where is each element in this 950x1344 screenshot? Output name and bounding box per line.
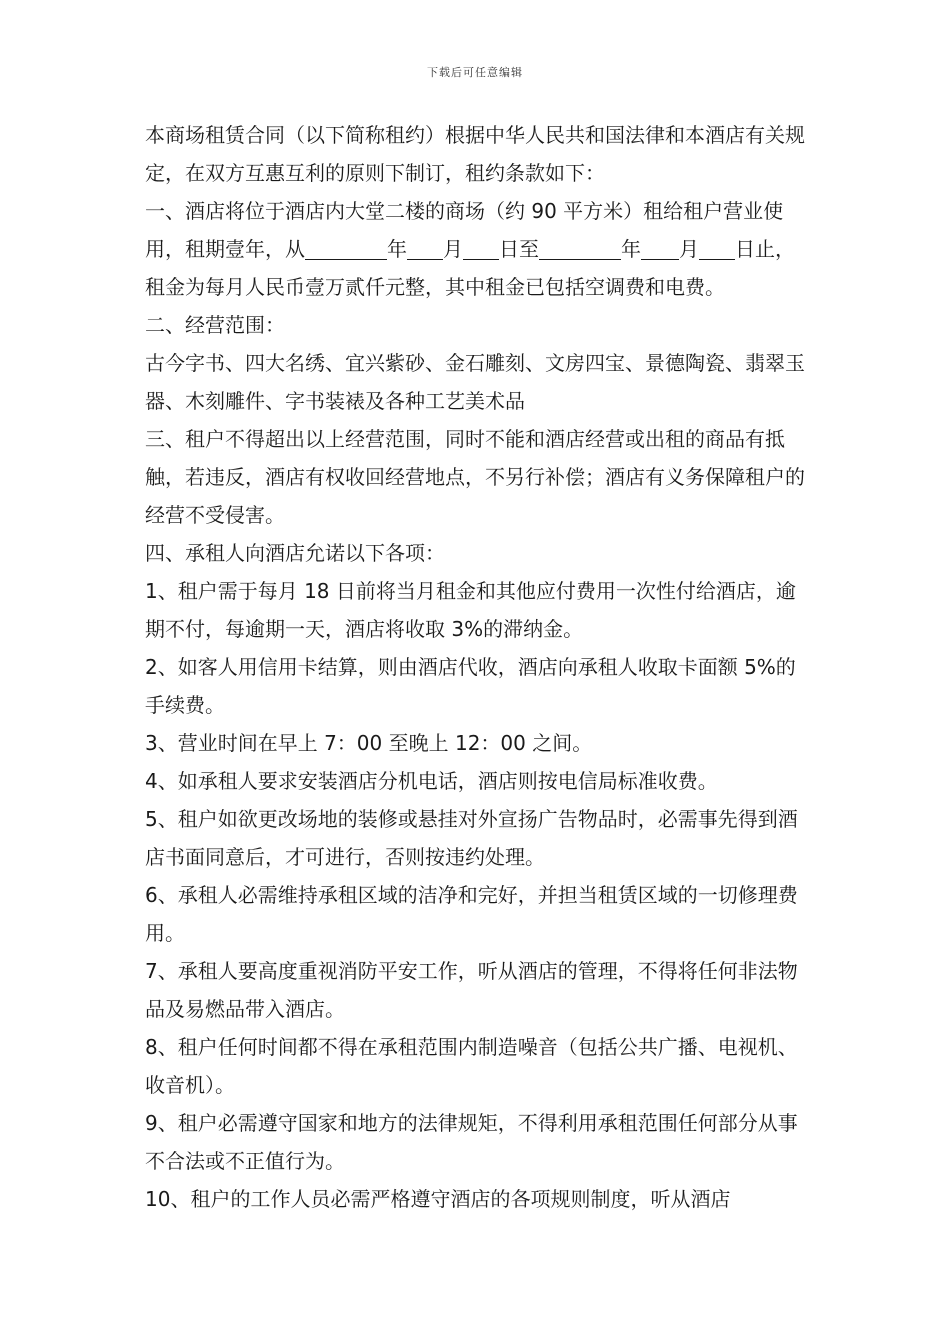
list-item: 2、如客人用信用卡结算，则由酒店代收，酒店向承租人收取卡面额 5%的手续费。 <box>145 655 796 717</box>
list-item: 9、租户必需遵守国家和地方的法律规矩，不得利用承租范围任何部分从事不合法或不正值行为。 <box>145 1111 798 1173</box>
clause-1 <box>145 192 813 306</box>
list-item: 6、承租人必需维持承租区域的洁净和完好，并担当租赁区域的一切修理费用。 <box>145 883 798 945</box>
list-item: 7、承租人要高度重视消防平安工作，听从酒店的管理，不得将任何非法物品及易燃品带入酒店。 <box>145 959 798 1021</box>
start-year-blank <box>305 237 387 260</box>
clause-3: 三、租户不得超出以上经营范围，同时不能和酒店经营或出租的商品有抵触，若违反，酒店有权收回经营地点，不另行补偿；酒店有义务保障租户的经营不受侵害。 <box>145 427 805 527</box>
contract-intro: 本商场租赁合同（以下简称租约）根据中华人民共和国法律和本酒店有关规定，在双方互惠互利的原则下制订，租约条款如下： <box>145 123 805 185</box>
scope-title: 二、经营范围： <box>145 313 285 337</box>
list-item: 3、营业时间在早上 7：00 至晚上 12：00 之间。 <box>145 731 593 755</box>
end-year-blank <box>539 237 621 260</box>
page-header-note: 下载后可任意编辑 <box>427 66 523 79</box>
end-month-label: 月 <box>679 237 699 261</box>
end-day-blank <box>699 237 735 260</box>
start-day-blank <box>463 237 499 260</box>
list-item: 4、如承租人要求安装酒店分机电话，酒店则按电信局标准收费。 <box>145 769 718 793</box>
clause-1-text-a: 一、酒店将位于酒店内大堂二楼的商场（约 90 平方米）租给租户营业使用，租期壹年，从 <box>145 199 784 261</box>
end-month-blank <box>641 237 679 260</box>
list-item: 8、租户任何时间都不得在承租范围内制造噪音（包括公共广播、电视机、收音机）。 <box>145 1035 798 1097</box>
clause-1-text-b: 日止，租金为每月人民币壹万贰仟元整，其中租金已包括空调费和电费。 <box>145 237 795 299</box>
start-month-label: 月 <box>443 237 463 261</box>
start-year-label: 年 <box>387 237 407 261</box>
end-year-label: 年 <box>621 237 641 261</box>
scope-items: 古今字书、四大名绣、宜兴紫砂、金石雕刻、文房四宝、景德陶瓷、翡翠玉器、木刻雕件、字书装裱及各种工艺美术品 <box>145 351 805 413</box>
list-item: 10、租户的工作人员必需严格遵守酒店的各项规则制度，听从酒店 <box>145 1187 731 1211</box>
contract-body <box>145 116 813 1218</box>
list-item: 1、租户需于每月 18 日前将当月租金和其他应付费用一次性付给酒店，逾期不付，每逾期一天，酒店将收取 3%的滞纳金。 <box>145 579 796 641</box>
start-day-label: 日至 <box>499 237 539 261</box>
list-item: 5、租户如欲更改场地的装修或悬挂对外宣扬广告物品时，必需事先得到酒店书面同意后，才可进行，否则按违约处理。 <box>145 807 798 869</box>
start-month-blank <box>407 237 443 260</box>
clause-4-title: 四、承租人向酒店允诺以下各项： <box>145 541 445 565</box>
